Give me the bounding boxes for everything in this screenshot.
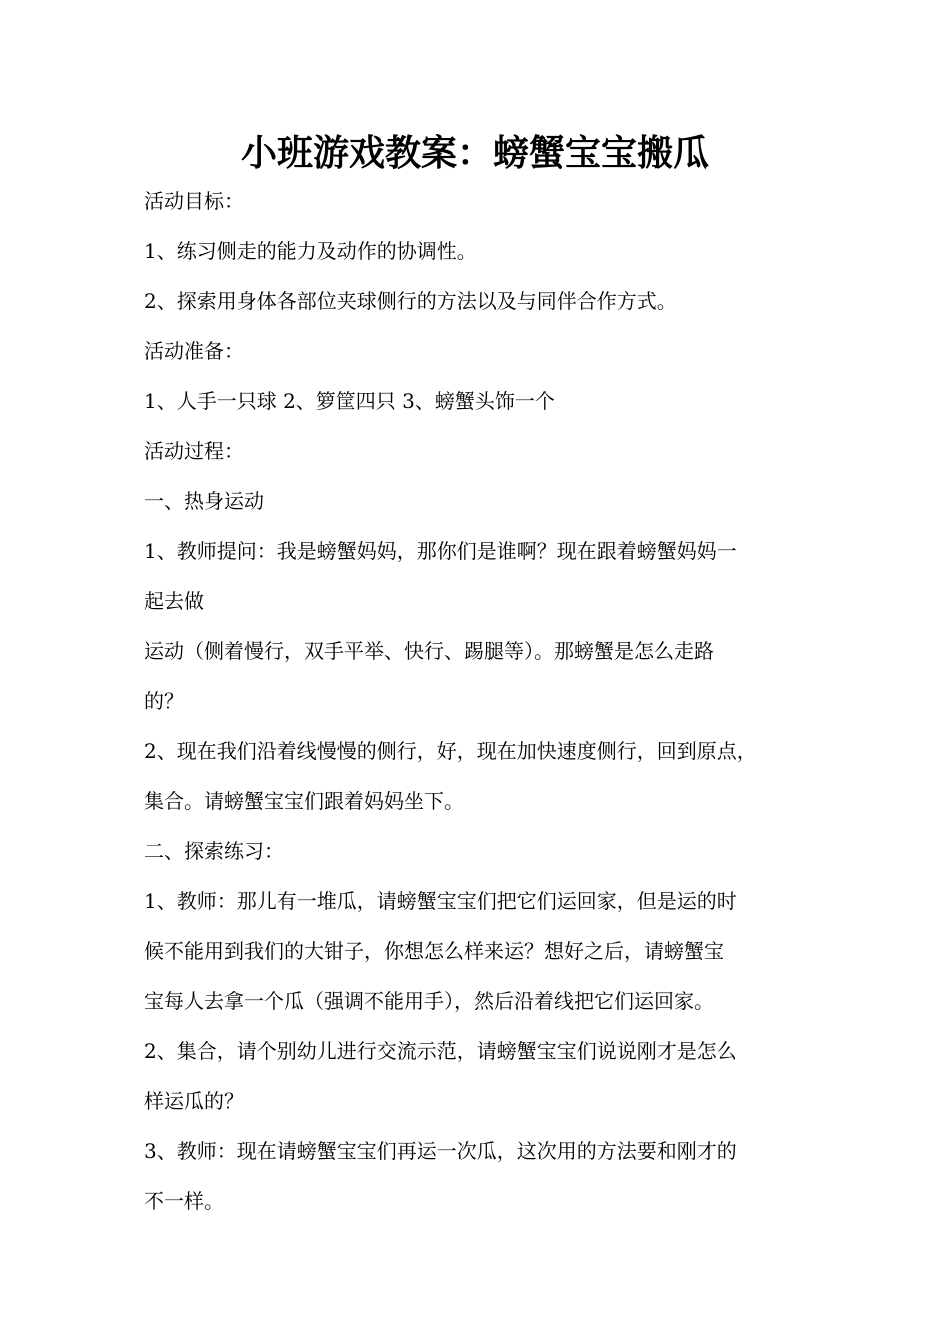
document-title: 小班游戏教案：螃蟹宝宝搬瓜 xyxy=(240,132,709,174)
text-line: 3、教师：现在请螃蟹宝宝们再运一次瓜，这次用的方法要和刚才的 xyxy=(144,1139,737,1163)
text-line: 1、人手一只球 2、箩筐四只 3、螃蟹头饰一个 xyxy=(144,389,555,413)
text-line: 2、集合，请个别幼儿进行交流示范，请螃蟹宝宝们说说刚才是怎么 xyxy=(144,1039,737,1063)
text-line: 集合。请螃蟹宝宝们跟着妈妈坐下。 xyxy=(144,789,464,813)
text-line: 运动（侧着慢行，双手平举、快行、踢腿等）。那螃蟹是怎么走路 xyxy=(144,639,714,663)
text-line: 宝每人去拿一个瓜（强调不能用手），然后沿着线把它们运回家。 xyxy=(144,989,714,1013)
text-line: 样运瓜的？ xyxy=(144,1089,244,1113)
text-line: 候不能用到我们的大钳子，你想怎么样来运？想好之后，请螃蟹宝 xyxy=(144,939,724,963)
text-line-preparation-heading: 活动准备： xyxy=(144,339,244,363)
text-line: 1、练习侧走的能力及动作的协调性。 xyxy=(144,239,477,263)
text-line: 的？ xyxy=(144,689,184,713)
text-line: 起去做 xyxy=(144,589,204,613)
text-line: 1、教师：那儿有一堆瓜，请螃蟹宝宝们把它们运回家，但是运的时 xyxy=(144,889,737,913)
text-line: 不一样。 xyxy=(144,1189,224,1213)
text-line: 2、现在我们沿着线慢慢的侧行，好，现在加快速度侧行，回到原点， xyxy=(144,739,757,763)
text-line: 2、探索用身体各部位夹球侧行的方法以及与同伴合作方式。 xyxy=(144,289,677,313)
text-line-objectives-heading: 活动目标： xyxy=(144,189,244,213)
text-line-process-heading: 活动过程： xyxy=(144,439,244,463)
text-line-section-heading: 一、热身运动 xyxy=(144,489,264,513)
text-line: 1、教师提问：我是螃蟹妈妈，那你们是谁啊？现在跟着螃蟹妈妈一 xyxy=(144,539,737,563)
text-line-section-heading: 二、探索练习： xyxy=(144,839,284,863)
